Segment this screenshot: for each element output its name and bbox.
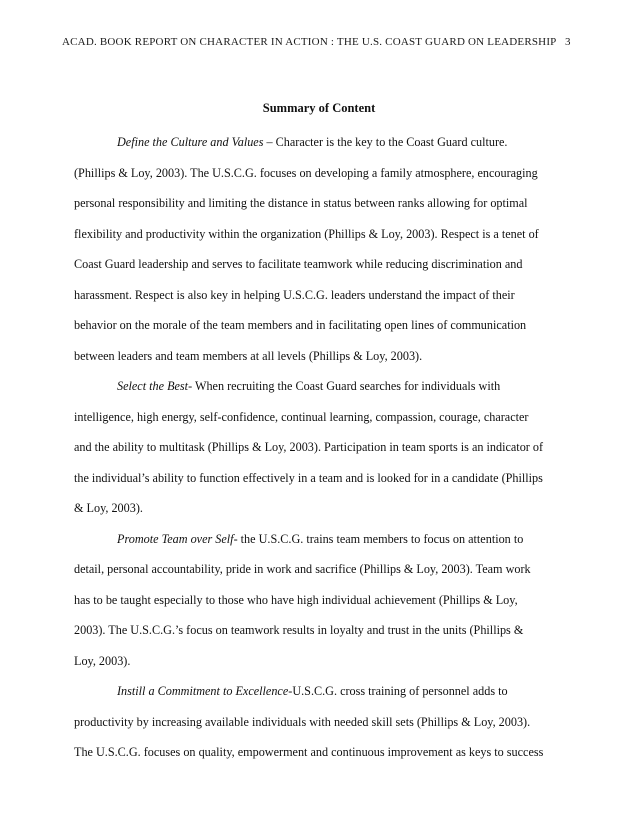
line-text: – Character is the key to the Coast Guard culture. — [263, 135, 508, 149]
line-text: the individual’s ability to function effectively in a team and is looked for in a candidate (Phillips — [74, 470, 543, 485]
topic-heading: Define the Culture and Values — [117, 135, 264, 149]
text-line — [74, 127, 574, 158]
topic-heading: Instill a Commitment to Excellence — [117, 684, 289, 698]
line-text: intelligence, high energy, self-confidence, continual learning, compassion, courage, character — [74, 409, 529, 424]
text-line — [74, 585, 574, 616]
running-head-text: ACAD. BOOK REPORT ON CHARACTER IN ACTION : THE U.S. COAST GUARD ON LEADERSHIP — [62, 36, 557, 48]
text-line — [74, 371, 574, 402]
line-text: behavior on the morale of the team members and in facilitating open lines of communication — [74, 318, 527, 332]
line-text: Loy, 2003). — [74, 653, 131, 668]
line-text: - the U.S.C.G. trains team members to focus on attention to — [233, 531, 524, 546]
text-line — [74, 524, 574, 555]
line-text: & Loy, 2003). — [74, 501, 143, 515]
text-line — [74, 341, 574, 372]
text-line — [74, 188, 574, 219]
running-header — [62, 36, 602, 48]
topic-heading: Select the Best — [117, 379, 189, 393]
text-line — [74, 463, 574, 494]
text-line — [74, 615, 574, 646]
text-line — [74, 737, 574, 768]
text-line — [74, 310, 574, 341]
line-text: productivity by increasing available individuals with needed skill sets (Phillips & Loy, 2003). — [74, 714, 531, 729]
text-line — [74, 432, 574, 463]
line-text: between leaders and team members at all levels (Phillips & Loy, 2003). — [74, 348, 423, 363]
text-line — [74, 402, 574, 433]
text-line — [74, 707, 574, 738]
section-title: Summary of Content — [262, 101, 376, 115]
line-text: detail, personal accountability, pride in work and sacrifice (Phillips & Loy, 2003). Team work — [74, 562, 531, 576]
line-text: The U.S.C.G. focuses on quality, empowerment and continuous improvement as keys to success — [74, 745, 544, 759]
line-text: harassment. Respect is also key in helping U.S.C.G. leaders understand the impact of their — [74, 287, 515, 302]
text-line — [74, 280, 574, 311]
line-text: -U.S.C.G. cross training of personnel adds to — [288, 684, 508, 698]
topic-heading: Promote Team over Self — [117, 531, 234, 546]
line-text: 2003). The U.S.C.G.’s focus on teamwork results in loyalty and trust in the units (Phillips & — [74, 623, 524, 637]
text-line — [74, 554, 574, 585]
line-text: has to be taught especially to those who have high individual achievement (Phillips & Loy, — [74, 592, 518, 607]
text-line — [74, 493, 574, 524]
line-text: and the ability to multitask (Phillips & Loy, 2003). Participation in team sports is an indicator of — [74, 440, 544, 454]
line-text: - When recruiting the Coast Guard searches for individuals with — [188, 379, 501, 393]
body-text — [74, 127, 574, 768]
text-line — [74, 646, 574, 677]
line-text: Coast Guard leadership and serves to facilitate teamwork while reducing discrimination and — [74, 257, 523, 271]
text-line — [74, 158, 574, 189]
line-text: (Phillips & Loy, 2003). The U.S.C.G. focuses on developing a family atmosphere, encouraging — [74, 165, 538, 180]
line-text: flexibility and productivity within the organization (Phillips & Loy, 2003). Respect is a tenet of — [74, 226, 539, 241]
text-line — [74, 219, 574, 250]
text-line — [74, 676, 574, 707]
line-text: personal responsibility and limiting the distance in status between ranks allowing for optimal — [74, 196, 528, 210]
page-number: 3 — [565, 36, 571, 48]
text-line — [74, 249, 574, 280]
